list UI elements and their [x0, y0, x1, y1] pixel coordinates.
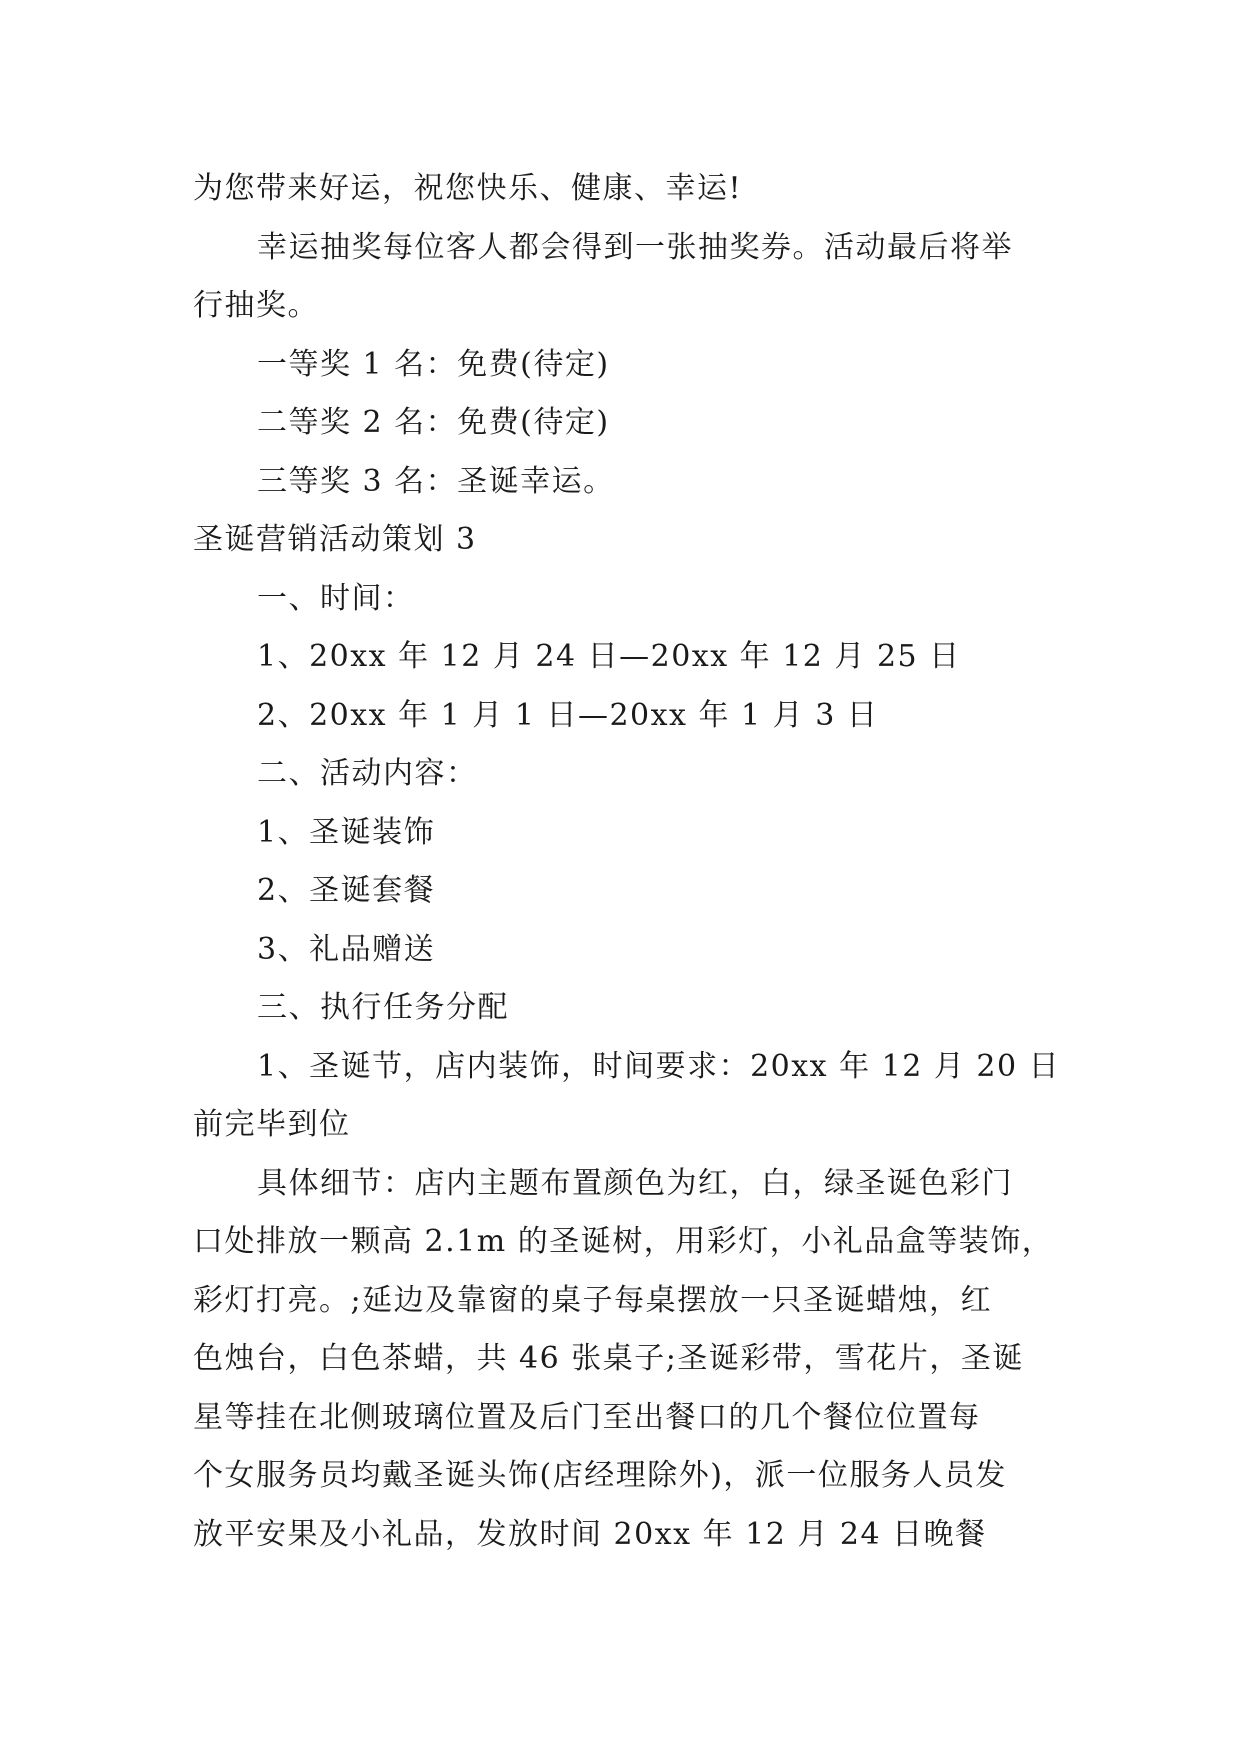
text-line: 个女服务员均戴圣诞头饰(店经理除外)，派一位服务人员发	[193, 1458, 1007, 1493]
text-line: 为您带来好运，祝您快乐、健康、幸运!	[193, 171, 743, 206]
prize-line: 二等奖 2 名：免费(待定)	[257, 405, 610, 440]
text-line: 1、圣诞节，店内装饰，时间要求：20xx 年 12 月 20 日	[257, 1048, 1061, 1084]
text-line: 3、礼品赠送	[257, 931, 436, 967]
prize-line: 一等奖 1 名：免费(待定)	[257, 346, 610, 382]
text-line: 具体细节：店内主题布置颜色为红，白，绿圣诞色彩门	[257, 1165, 1013, 1201]
text-line: 1、圣诞装饰	[257, 814, 436, 850]
text-line: 2、20xx 年 1 月 1 日—20xx 年 1 月 3 日	[257, 697, 879, 733]
document-page	[193, 160, 1063, 1564]
text-line: 色烛台，白色茶蜡，共 46 张桌子;圣诞彩带，雪花片，圣诞	[193, 1341, 1024, 1376]
text-line: 星等挂在北侧玻璃位置及后门至出餐口的几个餐位位置每	[193, 1399, 981, 1435]
text-line: 前完毕到位	[193, 1107, 351, 1142]
prize-line: 三等奖 3 名：圣诞幸运。	[257, 463, 615, 499]
text-line: 一、时间：	[257, 580, 415, 616]
text-line: 放平安果及小礼品，发放时间 20xx 年 12 月 24 日晚餐	[193, 1516, 987, 1552]
text-line: 2、圣诞套餐	[257, 873, 436, 908]
section-heading: 圣诞营销活动策划 3	[193, 522, 477, 557]
text-line: 幸运抽奖每位客人都会得到一张抽奖券。活动最后将举	[257, 229, 1013, 265]
text-line: 口处排放一颗高 2.1m 的圣诞树，用彩灯，小礼品盒等装饰，	[193, 1224, 1054, 1259]
text-line: 二、活动内容：	[257, 756, 478, 791]
text-line: 彩灯打亮。;延边及靠窗的桌子每桌摆放一只圣诞蜡烛，红	[193, 1282, 993, 1318]
text-line: 1、20xx 年 12 月 24 日—20xx 年 12 月 25 日	[257, 639, 961, 674]
text-line: 行抽奖。	[193, 288, 319, 323]
text-line: 三、执行任务分配	[257, 990, 509, 1025]
